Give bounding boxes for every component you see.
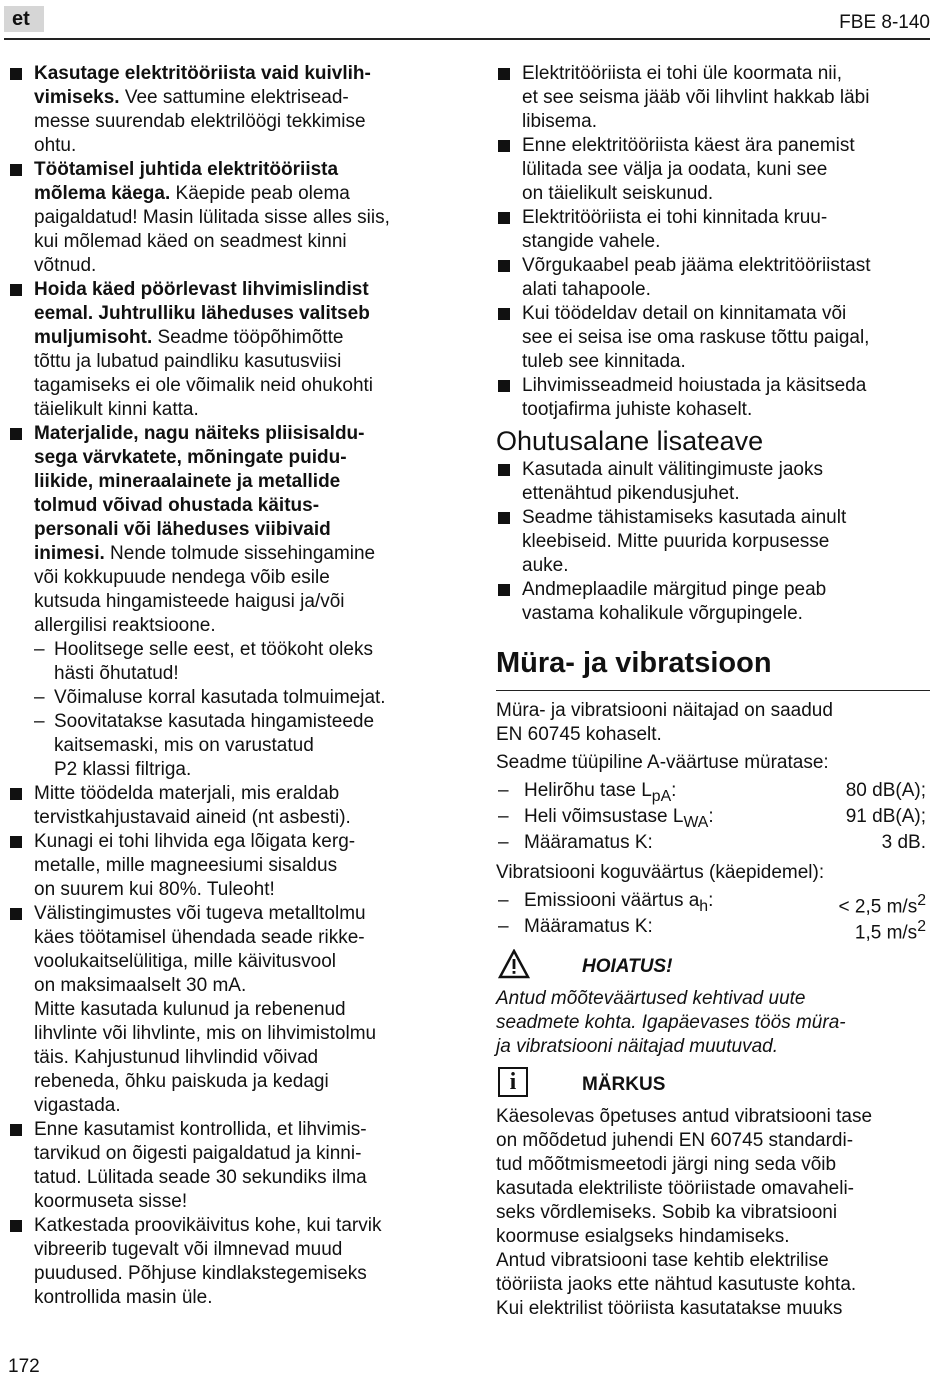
dash-mark: –: [498, 916, 509, 937]
list-item: [496, 254, 930, 302]
list-item: [8, 1214, 448, 1310]
warning-label: HOIATUS!: [582, 956, 673, 977]
list-item: [496, 134, 930, 206]
spec-value: 3 dB.: [881, 832, 926, 853]
info-icon: i: [498, 1067, 528, 1097]
dash-text: Võimaluse korral kasutada tolmuimejat.: [54, 687, 386, 708]
spec-subscript: h: [699, 897, 709, 915]
list-item: [496, 458, 930, 506]
note-label: MÄRKUS: [582, 1074, 666, 1095]
square-bullet-icon: [498, 584, 510, 596]
square-bullet-icon: [10, 788, 22, 800]
noise-intro: Müra- ja vibratsiooni näitajad on saadud EN 60745 kohaselt.: [496, 700, 833, 745]
spec-row: [496, 889, 930, 918]
spec-label: Määramatus K:: [524, 832, 653, 853]
body-text: Seadme tähistamiseks kasutada ainult kleebiseid. Mitte puurida korpusesse auke.: [522, 507, 847, 576]
dash-text: Soovitatakse kasutada hingamisteede kaitsemaski, mis on varustatud P2 klassi filtriga.: [54, 711, 375, 780]
spec-superscript: 2: [917, 918, 926, 935]
list-item: [8, 830, 448, 902]
body-text: Vee sattumine elektrisead- messe suurendab elektrilöögi tekkimise ohtu.: [34, 87, 366, 156]
body-text: Nende tolmude sissehingamine või kokkupuude nendega võib esile kutsuda hingamisteede haigusi ja/või allergilisi reaktsioone.: [34, 543, 376, 636]
right-column: [496, 62, 930, 1325]
dash-mark: –: [498, 780, 509, 801]
spec-colon: :: [708, 890, 714, 911]
dash-mark: –: [498, 832, 509, 853]
square-bullet-icon: [10, 1220, 22, 1232]
spec-value: 80 dB(A);: [845, 780, 926, 801]
list-item: [8, 782, 448, 830]
model-name: FBE 8-140: [839, 12, 930, 33]
body-text: Kui töödeldav detail on kinnitamata või see ei seisa ise oma raskuse tõttu paigal, tuleb see kinnitada.: [522, 303, 870, 372]
bold-text: Töötamisel juhtida elektritööriista mõlema käega.: [34, 159, 339, 204]
list-item: [496, 506, 930, 578]
spec-label: Heli võimsustase L: [524, 806, 684, 827]
body-text: Elektritööriista ei tohi üle koormata nii, et see seisma jääb või lihvlint hakkab läbi libisema.: [522, 63, 870, 132]
square-bullet-icon: [10, 908, 22, 920]
body-text: Kunagi ei tohi lihvida ega lõigata kerg- metalle, mille magneesiumi sisaldus on suurem kui 80%. Tuleoht!: [34, 831, 356, 900]
dash-mark: –: [34, 687, 45, 708]
list-item: [8, 278, 448, 422]
spec-superscript: 2: [917, 892, 926, 909]
square-bullet-icon: [498, 68, 510, 80]
dash-item: [8, 710, 448, 782]
square-bullet-icon: [498, 512, 510, 524]
list-item: [8, 422, 448, 638]
body-text: Võrgukaabel peab jääma elektritööriistast alati tahapoole.: [522, 255, 871, 300]
square-bullet-icon: [10, 836, 22, 848]
noise-level-heading: Seadme tüüpiline A-väärtuse müratase:: [496, 752, 829, 773]
dash-mark: –: [498, 806, 509, 827]
bold-text: Hoida käed pöörlevast lihvimislindist eemal. Juhtrulliku läheduses valitseb muljumisoht.: [34, 279, 370, 348]
bold-text: Kasutage elektritööriista vaid kuivlih- vimiseks.: [34, 63, 371, 108]
square-bullet-icon: [10, 428, 22, 440]
spec-label: Emissiooni väärtus a: [524, 890, 700, 911]
spec-row: [496, 805, 930, 831]
body-text: Seadme tööpõhimõtte tõttu ja lubatud paindliku kasutusviisi tagamiseks ei ole võimalik neid ohukohti täielikult kinni katta.: [34, 327, 374, 420]
list-item: [8, 62, 448, 158]
warning-triangle-icon: [498, 949, 530, 979]
body-text: Kasutada ainult välitingimuste jaoks ettenähtud pikendusjuhet.: [522, 459, 824, 504]
left-column: [8, 62, 448, 1310]
square-bullet-icon: [498, 308, 510, 320]
list-item: [496, 206, 930, 254]
note-text: Käesolevas õpetuses antud vibratsiooni tase on mõõdetud juhendi EN 60745 standardi- tud mõõtmismeetodi järgi ning seda võib kasutada elektriliste tööriistade omavaheli- seks võrdlemiseks. Sobib ka vibratsiooni koormuse esialgseks hindamiseks. Antud vibratsiooni tase kehtib elektrilise tööriista jaoks ette nähtud kasutuste kohta. Kui elektrilist tööriista kasutatakse muuks: [496, 1106, 873, 1319]
square-bullet-icon: [498, 212, 510, 224]
square-bullet-icon: [10, 284, 22, 296]
spec-row: [496, 915, 930, 944]
body-text: Lihvimisseadmeid hoiustada ja käsitseda tootjafirma juhiste kohaselt.: [522, 375, 867, 420]
spec-value-wrap: [855, 915, 926, 945]
dash-mark: –: [34, 639, 45, 660]
vibration-heading: Vibratsiooni koguväärtus (käepidemel):: [496, 862, 825, 883]
warning-header: [496, 949, 930, 983]
page-number: 172: [8, 1356, 40, 1377]
list-item: [8, 158, 448, 278]
language-tab: et: [4, 6, 44, 32]
square-bullet-icon: [498, 140, 510, 152]
square-bullet-icon: [498, 464, 510, 476]
square-bullet-icon: [10, 164, 22, 176]
body-text: Katkestada proovikäivitus kohe, kui tarvik vibreerib tugevalt või ilmnevad muud puudused. Põhjuse kindlakstegemiseks kontrollida masin üle.: [34, 1215, 382, 1308]
spec-subscript: WA: [683, 813, 709, 831]
list-item: [8, 902, 448, 1118]
bold-text: Materjalide, nagu näiteks pliisisaldu- sega värvkatete, mõningate puidu- liikide, mineraalainete ja metallide tolmud võivad ohustada käitus- personali või läheduses viibivaid inimesi.: [34, 423, 365, 564]
note-header: [496, 1067, 930, 1101]
spec-subscript: pA: [651, 787, 672, 805]
body-text: Enne kasutamist kontrollida, et lihvimis- tarvikud on õigesti paigaldatud ja kinni- tatud. Lülitada seade 30 sekundiks ilma koormuseta sisse!: [34, 1119, 367, 1212]
list-item: [496, 374, 930, 422]
list-item: [496, 302, 930, 374]
list-item: [496, 578, 930, 626]
spec-row: [496, 831, 930, 857]
square-bullet-icon: [498, 260, 510, 272]
dash-item: [8, 638, 448, 686]
section-heading-safety: Ohutusalane lisateave: [496, 426, 764, 456]
spec-row: [496, 779, 930, 805]
dash-text: Hoolitsege selle eest, et töökoht oleks hästi õhutatud!: [54, 639, 373, 684]
warning-text: Antud mõõteväärtused kehtivad uute seadmete kohta. Igapäevases töös müra- ja vibratsiooni näitajad muutuvad.: [496, 988, 846, 1057]
spec-value: 91 dB(A);: [845, 806, 926, 827]
square-bullet-icon: [10, 1124, 22, 1136]
body-text: Andmeplaadile märgitud pinge peab vastama kohalikule võrgupingele.: [522, 579, 827, 624]
square-bullet-icon: [498, 380, 510, 392]
spec-value: 1,5 m/s: [854, 922, 918, 944]
body-text: Käepide peab olema paigaldatud! Masin lülitada sisse alles siis, kui mõlemad käed on seadmest kinni võtnud.: [34, 183, 390, 276]
header-rule: [4, 38, 930, 40]
list-item: [8, 1118, 448, 1214]
body-text: Välistingimustes või tugeva metalltolmu käes töötamisel ühendada seade rikke- voolukaitselülitiga, mille käivitusvool on maksimaalselt 30 mA. Mitte kasutada kulunud ja rebenenud lihvlinte või lihvlinte, mis on lihvimistolmu täis. Kahjustunud lihvlindid võivad rebeneda, õhku paiskuda ja kedagi vigastada.: [34, 903, 377, 1116]
spec-colon: :: [671, 780, 677, 801]
dash-mark: –: [498, 890, 509, 911]
dash-item: [8, 686, 448, 710]
dash-mark: –: [34, 711, 45, 732]
body-text: Enne elektritööriista käest ära panemist lülitada see välja ja oodata, kuni see on täielikult seiskunud.: [522, 135, 855, 204]
body-text: Elektritööriista ei tohi kinnitada kruu- stangide vahele.: [522, 207, 828, 252]
spec-value: < 2,5 m/s: [838, 896, 918, 918]
list-item: [496, 62, 930, 134]
square-bullet-icon: [10, 68, 22, 80]
spec-label: Helirõhu tase L: [524, 780, 652, 801]
spec-colon: :: [708, 806, 714, 827]
spec-label: Määramatus K:: [524, 916, 653, 937]
body-text: Mitte töödelda materjali, mis eraldab tervistkahjustavaid aineid (nt asbesti).: [34, 783, 351, 828]
section-heading-noise: Müra- ja vibratsioon: [496, 646, 930, 691]
